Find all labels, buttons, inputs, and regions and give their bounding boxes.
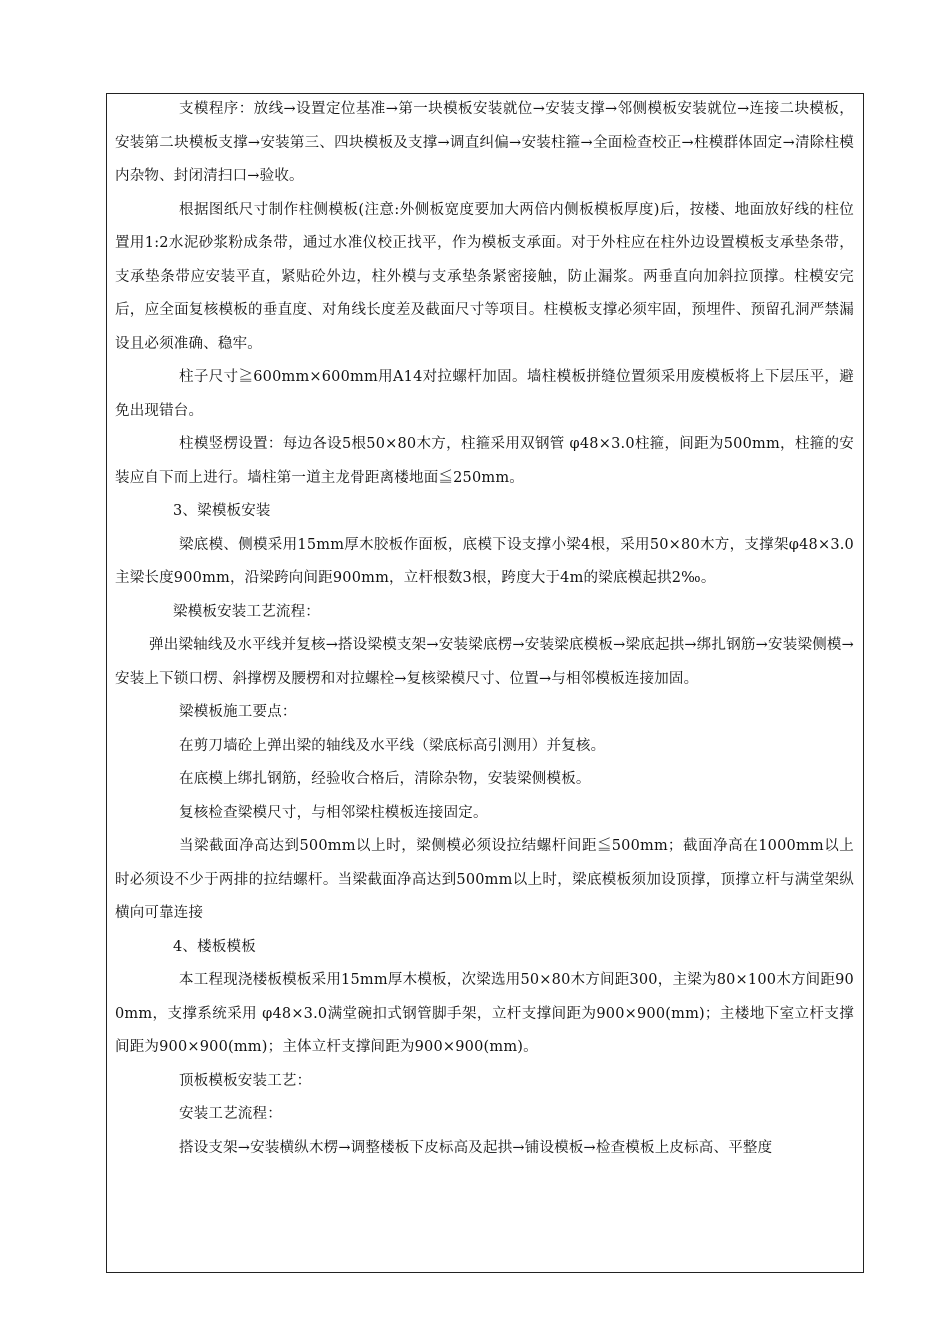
document-frame: [106, 93, 864, 1273]
paragraph-formwork-procedure: 支模程序：放线→设置定位基准→第一块模板安装就位→安装支撑→邻侧模板安装就位→连接二块模板，安装第二块模板支撑→安装第三、四块模板及支撑→调直纠偏→安装柱箍→全面检查校正→柱模群体固定→清除柱模内杂物、封闭清扫口→验收。: [115, 101, 854, 184]
paragraph-column-studs: 柱模竖楞设置：每边各设5根50×80木方，柱箍采用双钢管 φ48×3.0柱箍，间距为500mm，柱箍的安装应自下而上进行。墙柱第一道主龙骨距离楼地面≦250mm。: [115, 436, 854, 486]
paragraph-beam-process-flow: 弹出梁轴线及水平线并复核→搭设梁模支架→安装梁底楞→安装梁底模板→梁底起拱→绑扎钢筋→安装梁侧模→安装上下锁口楞、斜撑楞及腰楞和对拉螺栓→复核梁模尺寸、位置→与相邻模板连接加固。: [115, 637, 854, 687]
paragraph-beam-tie-rods: 当梁截面净高达到500mm以上时，梁侧模必须设拉结螺杆间距≦500mm；截面净高在1000mm以上时必须设不少于两排的拉结螺杆。当梁截面净高达到500mm以上时，梁底模板须加设顶撑，顶撑立杆与满堂架纵横向可靠连接: [115, 838, 854, 921]
heading-roof-slab-process: 顶板模板安装工艺：: [179, 1072, 312, 1089]
heading-beam-process: 梁模板安装工艺流程：: [173, 603, 320, 620]
paragraph-beam-point-2: 在底模上绑扎钢筋，经验收合格后，清除杂物，安装梁侧模板。: [179, 771, 591, 787]
heading-install-process: 安装工艺流程：: [179, 1106, 282, 1122]
heading-slab-formwork: 4、楼板模板: [173, 938, 256, 955]
paragraph-column-side-formwork: 根据图纸尺寸制作柱侧模板(注意:外侧板宽度要加大两倍内侧板模板厚度)后，按楼、地面放好线的柱位置用1:2水泥砂浆粉成条带，通过水准仪校正找平，作为模板支承面。对于外柱应在柱外边设置模板支承垫条带，支承垫条带应安装平直，紧贴砼外边，柱外模与支承垫条紧密接触，防止漏浆。两垂直向加斜拉顶撑。柱模安完后，应全面复核模板的垂直度、对角线长度差及截面尺寸等项目。柱模板支撑必须牢固，预埋件、预留孔洞严禁漏设且必须准确、稳牢。: [115, 201, 854, 352]
paragraph-beam-point-1: 在剪刀墙砼上弹出梁的轴线及水平线（梁底标高引测用）并复核。: [179, 737, 606, 754]
heading-beam-formwork: 3、梁模板安装: [173, 503, 271, 519]
paragraph-column-size: 柱子尺寸≧600mm×600mm用A14对拉螺杆加固。墙柱模板拼缝位置须采用废模板将上下层压平，避免出现错台。: [115, 369, 854, 419]
paragraph-beam-point-3: 复核检查梁模尺寸，与相邻梁柱模板连接固定。: [179, 804, 488, 821]
heading-beam-key-points: 梁模板施工要点：: [179, 704, 297, 720]
paragraph-beam-materials: 梁底模、侧模采用15mm厚木胶板作面板，底模下设支撑小梁4根，采用50×80木方，支撑架φ48×3.0主梁长度900mm，沿梁跨向间距900mm，立杆根数3根，跨度大于4m的梁底模起拱2‰。: [115, 536, 854, 586]
paragraph-slab-process-flow: 搭设支架→安装横纵木楞→调整楼板下皮标高及起拱→铺设模板→检查模板上皮标高、平整度: [179, 1139, 773, 1156]
paragraph-slab-materials: 本工程现浇楼板模板采用15mm厚木模板，次梁选用50×80木方间距300，主梁为80×100木方间距900mm，支撑系统采用 φ48×3.0满堂碗扣式钢管脚手架，立杆支撑间距为900×900(mm)；主楼地下室立杆支撑间距为900×900(mm)；主体立杆支撑间距为900×900(mm)。: [115, 972, 854, 1055]
document-body: [107, 94, 863, 1165]
